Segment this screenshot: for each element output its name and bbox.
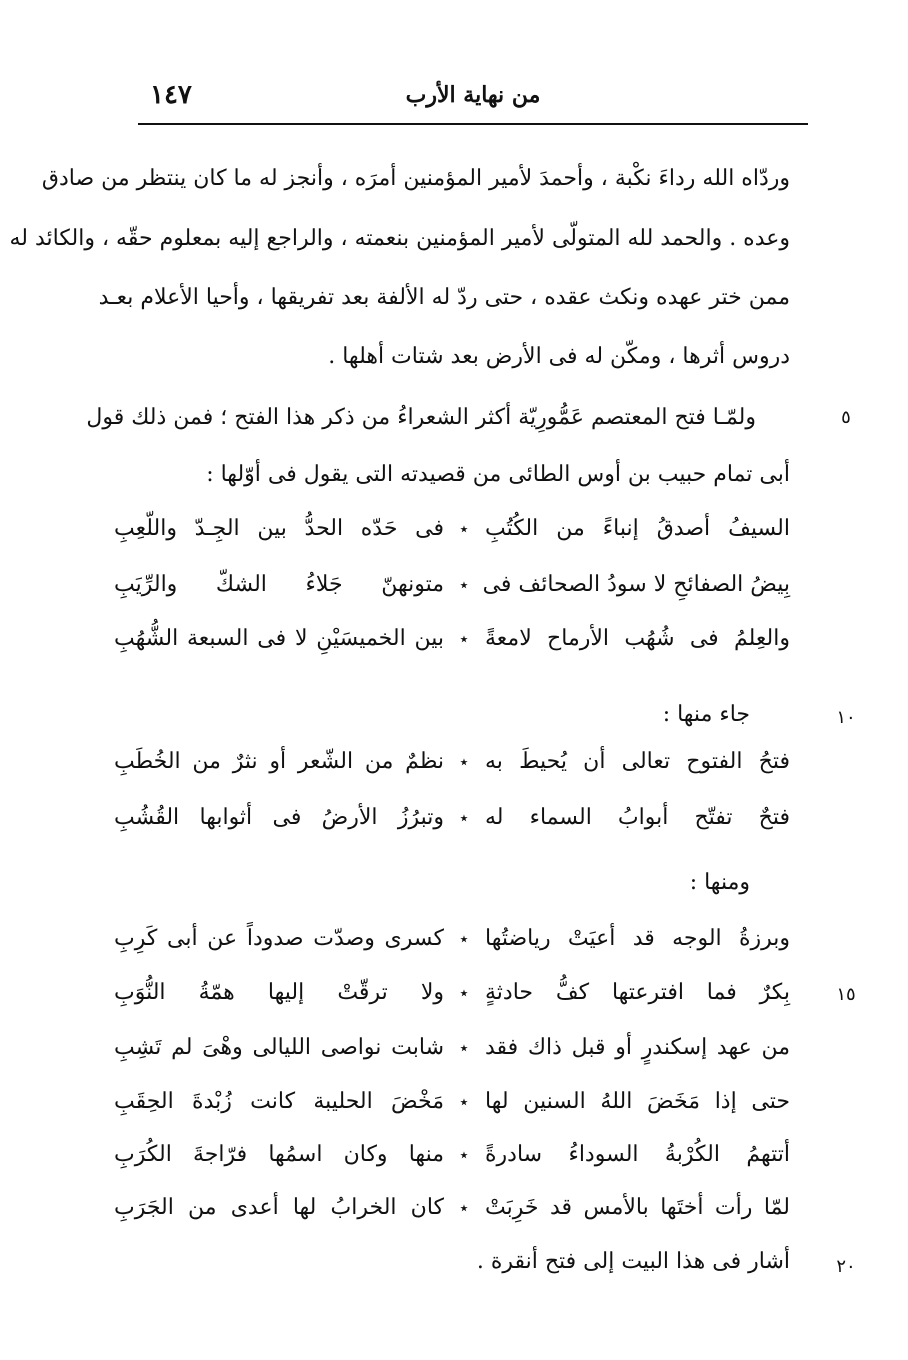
text-line: ولمّـا فتح المعتصم عَمُّورِيّة أكثر الشعراءُ من ذكر هذا الفتح ؛ فمن ذلك قول bbox=[86, 405, 756, 430]
verse-first-hemistich: فتحٌ تفتّح أبوابُ السماء له bbox=[485, 805, 790, 830]
text-line: دروس أثرها ، ومكّن له فى الأرض بعد شتات أهلها . bbox=[328, 344, 790, 369]
page-number: ١٤٧ bbox=[150, 80, 192, 110]
text-line: وردّاه الله رداءَ نكْبة ، وأحمدَ لأمير المؤمنين أمرَه ، وأنجز له ما كان ينتظر من صادق bbox=[41, 166, 790, 191]
text-line: أشار فى هذا البيت إلى فتح أنقرة . bbox=[476, 1249, 790, 1274]
verse-second-hemistich: فى حَدّه الحدُّ بين الجِـدّ واللّعِبِ bbox=[114, 516, 444, 541]
verse-separator: ٭ bbox=[459, 519, 469, 538]
verse-separator: ٭ bbox=[459, 575, 469, 594]
line-number: ٥ bbox=[841, 407, 851, 428]
section-label: جاء منها : bbox=[662, 702, 750, 727]
verse-first-hemistich: السيفُ أصدقُ إنباءً من الكُتُبِ bbox=[485, 516, 790, 541]
verse-second-hemistich: متونهنّ جَلاءُ الشكّ والرِّيَبِ bbox=[114, 572, 444, 597]
verse-second-hemistich: كسرى وصدّت صدوداً عن أبى كَرِبِ bbox=[114, 926, 444, 951]
verse-separator: ٭ bbox=[459, 983, 469, 1002]
verse-separator: ٭ bbox=[459, 1038, 469, 1057]
line-number: ١٥ bbox=[836, 984, 856, 1005]
verse-first-hemistich: من عهد إسكندرٍ أو قبل ذاك فقد bbox=[485, 1035, 790, 1060]
text-line: ممن ختر عهده ونكث عقده ، حتى ردّ له الألفة بعد تفريقها ، وأحيا الأعلام بعـد bbox=[98, 285, 790, 310]
header-rule bbox=[138, 123, 808, 125]
verse-second-hemistich: نظمٌ من الشّعر أو نثرٌ من الخُطَبِ bbox=[114, 749, 444, 774]
verse-first-hemistich: والعِلمُ فى شُهُب الأرماح لامعةً bbox=[485, 626, 790, 651]
verse-first-hemistich: حتى إذا مَخَضَ اللهُ السنين لها bbox=[485, 1089, 790, 1114]
verse-second-hemistich: شابت نواصى الليالى وهْىَ لم تَشِبِ bbox=[114, 1035, 444, 1060]
verse-first-hemistich: بِكرٌ فما افترعتها كفُّ حادثةٍ bbox=[485, 980, 790, 1005]
verse-separator: ٭ bbox=[459, 1198, 469, 1217]
verse-first-hemistich: فتحُ الفتوح تعالى أن يُحيطَ به bbox=[485, 749, 790, 774]
line-number: ١٠ bbox=[836, 707, 856, 728]
verse-second-hemistich: مَخْضَ الحليبة كانت زُبْدةَ الحِقَبِ bbox=[114, 1089, 444, 1114]
text-line: وعده . والحمد لله المتولّى لأمير المؤمنين بنعمته ، والراجع إليه بمعلوم حقّه ، والكائد له bbox=[9, 226, 790, 251]
verse-separator: ٭ bbox=[459, 1092, 469, 1111]
page-header bbox=[138, 78, 808, 118]
verse-first-hemistich: بِيضُ الصفائحِ لا سودُ الصحائف فى bbox=[482, 572, 790, 597]
verse-second-hemistich: منها وكان اسمُها فرّاجةَ الكُرَبِ bbox=[114, 1142, 444, 1167]
running-title: من نهاية الأرب bbox=[405, 82, 541, 108]
verse-separator: ٭ bbox=[459, 929, 469, 948]
verse-first-hemistich: لمّا رأت أختَها بالأمس قد خَرِبَتْ bbox=[485, 1195, 790, 1220]
verse-separator: ٭ bbox=[459, 1145, 469, 1164]
verse-second-hemistich: بين الخميسَيْنِ لا فى السبعة الشُّهُبِ bbox=[114, 626, 444, 651]
verse-first-hemistich: وبرزةُ الوجه قد أعيَتْ رياضتُها bbox=[485, 926, 790, 951]
verse-second-hemistich: ولا ترقّتْ إليها همّةُ النُّوَبِ bbox=[114, 980, 444, 1005]
line-number: ٢٠ bbox=[836, 1256, 856, 1277]
verse-separator: ٭ bbox=[459, 629, 469, 648]
text-line: أبى تمام حبيب بن أوس الطائى من قصيدته التى يقول فى أوّلها : bbox=[206, 462, 790, 487]
section-label: ومنها : bbox=[689, 870, 750, 895]
verse-separator: ٭ bbox=[459, 808, 469, 827]
verse-second-hemistich: وتبرُزُ الأرضُ فى أثوابها القُشُبِ bbox=[114, 805, 444, 830]
verse-separator: ٭ bbox=[459, 752, 469, 771]
verse-first-hemistich: أتتهمُ الكُرْبةُ السوداءُ سادرةً bbox=[485, 1142, 790, 1167]
verse-second-hemistich: كان الخرابُ لها أعدى من الجَرَبِ bbox=[114, 1195, 444, 1220]
